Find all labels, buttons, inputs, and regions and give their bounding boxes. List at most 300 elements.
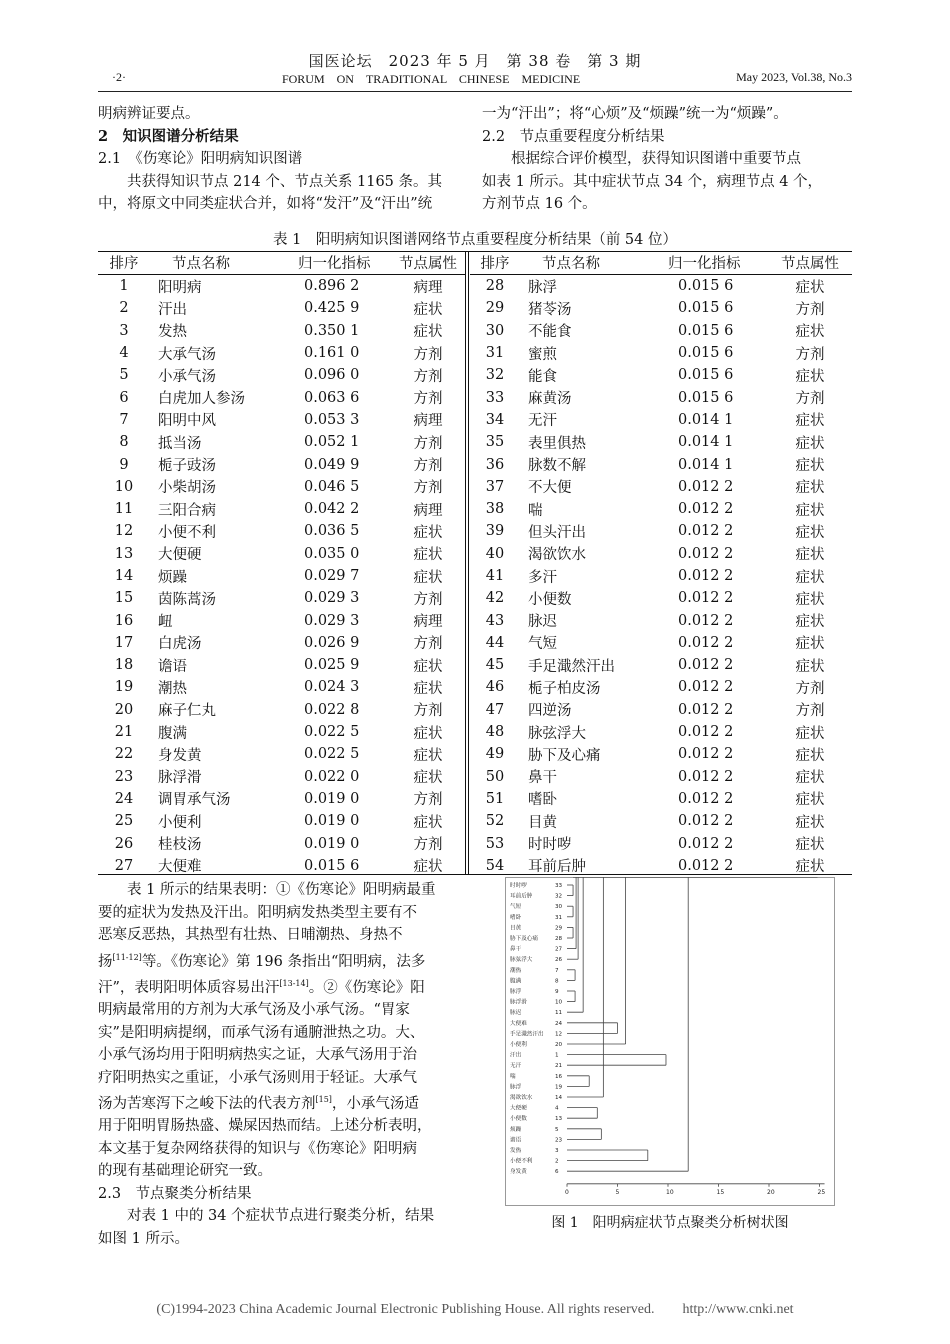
cell-rank: 52 [485,813,505,830]
cell-index: 0.019 0 [304,835,360,852]
paragraph-line: 要的症状为发热及汗出。阳明病发热类型主要有不 [98,904,417,921]
table-row [98,275,466,298]
cell-attr: 方剂 [413,837,443,854]
cell-rank: 48 [485,724,505,741]
table-row [98,654,466,676]
journal-name-en: FORUM ON TRADITIONAL CHINESE MEDICINE [281,72,581,86]
cell-rank: 16 [114,612,134,629]
cell-node-name: 阳明中风 [158,413,216,430]
cell-node-name: 小便数 [528,591,572,608]
leaf-label: 谵语 [510,1137,522,1144]
cell-node-name: 喘 [528,502,543,519]
cell-node-name: 不大便 [528,480,572,497]
text-span: 《伤寒论》第 196 条指出“阳明病，法多 [170,953,426,970]
table-row [98,342,466,364]
cell-index: 0.019 0 [304,813,360,830]
cell-rank: 37 [485,478,505,495]
text-span: 汗”，表明阳明体质容易出汗 [98,979,280,996]
cell-node-name: 发热 [158,324,187,341]
table-row [98,766,466,788]
cell-node-name: 四逆汤 [528,703,572,720]
cell-index: 0.053 3 [304,411,360,428]
paragraph-line: 共获得知识节点 214 个、节点关系 1165 条。其 [127,173,443,190]
cell-rank: 26 [114,835,134,852]
paragraph-line: 明病最常用的方剂为大承气汤及小承气汤。“胃家 [98,1002,410,1019]
leaf-label: 发热 [510,1148,522,1154]
cell-rank: 40 [485,545,505,562]
table-header-row [98,251,466,275]
col-header-name: 节点名称 [150,251,298,275]
leaf-label: 脉浮 [510,1084,522,1091]
table-row [98,565,466,587]
table-row [470,721,852,743]
cell-index: 0.425 9 [304,300,360,317]
cell-rank: 14 [114,568,134,584]
leaf-label: 鼻干 [510,946,522,953]
cell-node-name: 目黄 [528,814,557,831]
cell-rank: 11 [114,501,134,518]
cell-rank: 49 [485,746,505,763]
page-number: ·2· [112,70,126,84]
col-header-rank: 排序 [470,251,520,275]
cell-attr: 症状 [795,324,825,341]
cell-rank: 43 [485,612,505,629]
cell-index: 0.014 1 [678,456,734,473]
cell-index: 0.012 2 [678,657,734,674]
cell-index: 0.015 6 [678,300,734,317]
cell-node-name: 不能食 [528,324,572,341]
cell-node-name: 茵陈蒿汤 [158,591,216,608]
leaf-id: 33 [555,883,563,889]
leaf-id: 6 [555,1169,559,1176]
cell-attr: 症状 [795,792,825,809]
leaf-id: 11 [555,1010,563,1017]
cell-index: 0.015 6 [678,389,734,406]
citation: [15] [315,1095,332,1105]
cell-index: 0.012 2 [678,634,734,651]
leaf-id: 30 [555,904,563,911]
cell-node-name: 蜜煎 [528,346,557,363]
paragraph-line [98,947,470,973]
cell-rank: 33 [485,389,505,406]
cell-index: 0.063 6 [304,389,360,406]
cell-node-name: 身发黄 [158,747,202,764]
col-header-rank: 排序 [98,251,150,275]
cell-index: 0.012 2 [678,813,734,830]
paragraph-line: 用于阳明胃肠热盛、燥屎因热而结。上述分析表明， [98,1118,432,1135]
table-row [470,632,852,654]
cell-attr: 症状 [795,569,825,586]
cell-rank: 12 [114,523,134,540]
leaf-id: 4 [555,1105,559,1112]
cell-attr: 方剂 [795,391,825,408]
table-row [98,409,466,431]
cell-rank: 27 [114,857,134,874]
cell-node-name: 大便硬 [158,547,202,564]
cell-index: 0.015 6 [304,857,360,874]
cell-rank: 3 [119,322,129,339]
paragraph-line: 实”是阳明病提纲，而承气汤有通腑泄热之功。大、 [98,1024,425,1041]
table-row [470,855,852,877]
cell-attr: 症状 [795,636,825,653]
paragraph-line: 疗阳明热实之重证，小承气汤则用于轻证。大承气 [98,1069,417,1086]
cell-node-name: 小承气汤 [158,368,216,385]
table-left-half [98,251,466,877]
cell-index: 0.014 1 [678,434,734,451]
table-caption: 表 1 阳明病知识图谱网络节点重要程度分析结果（前 54 位） [272,232,677,248]
cell-rank: 31 [485,345,505,362]
cell-attr: 方剂 [795,680,825,697]
table-row [98,676,466,698]
leaf-id: 13 [555,1116,563,1123]
cell-rank: 20 [114,701,134,718]
cell-attr: 病理 [413,413,443,430]
table-row [470,476,852,498]
cell-node-name: 表里俱热 [528,435,586,452]
cell-index: 0.036 5 [304,523,360,540]
cell-node-name: 脉浮滑 [158,770,202,787]
cell-index: 0.029 7 [304,568,360,584]
cell-index: 0.012 2 [678,724,734,741]
paragraph-line: 一为“汗出”；将“心烦”及“烦躁”统一为“烦躁”。 [482,106,788,122]
cell-node-name: 白虎加人参汤 [158,391,245,408]
cell-attr: 症状 [795,859,825,876]
leaf-id: 27 [555,946,563,953]
cell-index: 0.015 6 [678,322,734,339]
leaf-id: 1 [555,1052,559,1059]
cell-node-name: 气短 [528,636,557,653]
cell-rank: 23 [114,768,134,785]
cell-attr: 症状 [413,301,443,318]
cell-attr: 症状 [795,368,825,385]
cell-attr: 症状 [413,814,443,831]
cell-attr: 症状 [795,480,825,497]
cell-rank: 21 [114,724,134,741]
cell-node-name: 小便利 [158,814,202,831]
section-2-1-heading: 2.1 《伤寒论》阳明病知识图谱 [98,151,303,167]
table-row [98,699,466,721]
cell-attr: 症状 [795,770,825,787]
cell-node-name: 栀子豉汤 [158,458,216,475]
cell-rank: 5 [119,367,129,384]
cell-index: 0.042 2 [304,501,360,518]
cell-index: 0.029 3 [304,590,360,607]
cell-attr: 症状 [795,725,825,742]
leaf-label: 气短 [510,904,522,911]
cell-attr: 症状 [413,725,443,742]
table-row [470,320,852,342]
axis-tick-label: 25 [817,1188,826,1196]
cell-rank: 30 [485,322,505,339]
cell-node-name: 脉弦浮大 [528,725,586,742]
cell-attr: 病理 [413,502,443,519]
cell-rank: 45 [485,657,505,674]
cell-attr: 症状 [413,324,443,341]
section-2-heading: 2 知识图谱分析结果 [98,127,239,145]
cell-attr: 方剂 [413,368,443,385]
leaf-label: 目黄 [510,925,522,932]
table-row [470,498,852,520]
cell-index: 0.896 2 [304,278,360,295]
cell-node-name: 栀子柏皮汤 [528,680,601,697]
table-row [98,364,466,386]
leaf-id: 20 [555,1042,563,1048]
leaf-id: 5 [555,1126,559,1133]
citation: [11-12] [112,952,142,962]
cell-node-name: 鼻干 [528,770,557,787]
axis-tick-label: 10 [666,1188,674,1196]
table-row [98,297,466,319]
col-header-name: 节点名称 [520,251,658,275]
cell-index: 0.052 1 [304,434,360,451]
cell-attr: 症状 [795,502,825,519]
cell-rank: 36 [485,456,505,473]
paragraph-line: 恶寒反恶热，其热型有壮热、日晡潮热、身热不 [98,927,403,943]
cell-attr: 症状 [413,680,443,697]
cell-rank: 32 [485,367,505,384]
cell-node-name: 三阳合病 [158,502,216,519]
cell-node-name: 猪苓汤 [528,301,572,318]
cell-index: 0.012 2 [678,523,734,540]
cell-attr: 方剂 [413,391,443,408]
leaf-label: 小便不利 [510,1158,533,1165]
cell-node-name: 脉浮 [528,279,557,296]
table-row [470,832,852,854]
leaf-id: 23 [555,1137,563,1144]
paragraph-line: 本文基于复杂网络获得的知识与《伤寒论》阳明病 [98,1140,417,1157]
right-top-text [482,103,854,216]
cell-rank: 6 [119,389,129,406]
cell-node-name: 潮热 [158,680,187,697]
table-row [98,721,466,743]
table-row [470,676,852,698]
paragraph-line: 的现有基础理论研究一致。 [98,1163,272,1180]
table-row [470,386,852,408]
cell-node-name: 衄 [158,614,173,631]
cell-rank: 19 [114,679,134,696]
cell-index: 0.350 1 [304,322,360,339]
cell-rank: 42 [485,590,505,607]
leaf-label: 耳前后肿 [510,893,533,900]
table-row [470,587,852,609]
cell-rank: 15 [114,590,134,607]
cell-node-name: 腹满 [158,725,187,742]
cell-index: 0.035 0 [304,545,360,562]
table-row [470,275,852,298]
axis-tick-label: 5 [615,1188,620,1196]
cell-attr: 症状 [413,747,443,764]
cell-attr: 症状 [795,279,825,296]
paragraph-line: 如表 1 所示。其中症状节点 34 个，病理节点 4 个， [482,173,823,190]
paragraph-line: 小承气汤均用于阳明病热实之证，大承气汤用于治 [98,1047,417,1064]
leaf-label: 时时哕 [510,883,527,889]
section-2-2-heading: 2.2 节点重要程度分析结果 [482,128,665,145]
paragraph-line: 对表 1 中的 34 个症状节点进行聚类分析，结果 [127,1208,435,1225]
cell-node-name: 胁下及心痛 [528,747,601,764]
col-header-index: 归一化指标 [658,251,768,275]
cell-attr: 症状 [413,547,443,564]
table-row [470,810,852,832]
cell-node-name: 调胃承气汤 [158,792,231,809]
table-row [98,320,466,342]
cell-rank: 18 [114,657,134,674]
cell-attr: 症状 [795,837,825,854]
cell-node-name: 抵当汤 [158,435,202,452]
cell-node-name: 谵语 [158,658,187,675]
dendrogram-figure [505,877,835,1207]
cell-node-name: 但头汗出 [528,524,586,541]
cell-attr: 方剂 [413,458,443,475]
table-header-row [470,251,852,275]
table-row [470,788,852,810]
cell-attr: 症状 [795,658,825,675]
leaf-label: 脉浮 [510,989,522,995]
cell-node-name: 烦躁 [158,569,187,586]
cell-node-name: 小便不利 [158,524,216,541]
table-row [470,520,852,542]
text-span: ，小承气汤适 [331,1095,419,1112]
cell-index: 0.012 2 [678,478,734,495]
cell-index: 0.096 0 [304,367,360,384]
cell-attr: 方剂 [795,346,825,363]
cell-attr: 方剂 [795,703,825,720]
cell-index: 0.049 9 [304,456,360,473]
cell-attr: 病理 [413,279,443,296]
cell-node-name: 大便难 [158,859,202,876]
table-row [98,453,466,475]
cell-rank: 28 [485,278,505,295]
paragraph-line: 根据综合评价模型，获得知识图谱中重要节点 [511,151,801,167]
cell-rank: 22 [114,746,134,763]
cell-node-name: 汗出 [158,301,187,318]
leaf-id: 3 [555,1148,559,1154]
leaf-label: 身发黄 [510,1169,527,1176]
left-top-text [98,103,468,216]
leaf-label: 喘 [510,1073,516,1080]
cell-node-name: 麻黄汤 [528,391,572,408]
leaf-label: 烦躁 [510,1126,522,1133]
axis-tick-label: 15 [716,1188,725,1196]
table-row [98,431,466,453]
cell-attr: 症状 [795,435,825,452]
leaf-label: 手足濈然汗出 [510,1031,544,1038]
text-span: 汤为苦寒泻下之峻下法的代表方剂 [98,1095,316,1112]
leaf-id: 10 [555,999,563,1006]
issue-en: May 2023, Vol.38, No.3 [736,70,852,84]
text-span: 等。 [141,953,171,970]
cell-index: 0.012 2 [678,835,734,852]
col-header-attr: 节点属性 [768,251,852,275]
cell-rank: 13 [114,545,134,562]
cell-attr: 方剂 [413,591,443,608]
cell-index: 0.022 5 [304,746,360,763]
leaf-id: 31 [555,914,563,921]
paragraph-line: 如图 1 所示。 [98,1230,189,1247]
leaf-id: 9 [555,989,559,995]
cell-rank: 29 [485,300,505,317]
journal-header-cn: 国医论坛 2023 年 5 月 第 38 卷 第 3 期 [308,52,642,70]
cell-rank: 24 [114,790,134,807]
leaf-id: 19 [555,1084,563,1091]
cell-rank: 10 [114,478,134,495]
journal-header-en [112,70,852,87]
table-row [470,565,852,587]
cell-attr: 症状 [795,458,825,475]
cell-index: 0.022 8 [304,701,360,718]
leaf-label: 脉弦浮大 [510,957,533,964]
leaf-label: 汗出 [510,1052,522,1059]
cell-attr: 症状 [795,547,825,564]
cell-node-name: 阳明病 [158,279,202,296]
table-right-half [470,251,852,877]
leaf-id: 32 [555,893,563,900]
table-row [470,766,852,788]
cell-attr: 症状 [413,770,443,787]
cell-attr: 症状 [795,747,825,764]
cell-node-name: 能食 [528,368,557,385]
cell-index: 0.012 2 [678,612,734,629]
leaf-label: 无汗 [510,1063,522,1070]
cell-attr: 方剂 [413,480,443,497]
header-rule [98,91,852,92]
cell-index: 0.026 9 [304,634,360,651]
table-row [470,743,852,765]
cell-node-name: 无汗 [528,413,557,430]
leaf-label: 小便数 [510,1116,527,1123]
table-row [470,364,852,386]
paragraph-line [98,973,470,999]
cell-attr: 症状 [795,614,825,631]
figure-caption: 图 1 阳明病症状节点聚类分析树状图 [551,1215,789,1231]
cell-index: 0.012 2 [678,857,734,874]
table-row [98,386,466,408]
table-row [470,297,852,319]
cell-index: 0.024 3 [304,679,360,696]
leaf-id: 28 [555,936,563,942]
col-header-index: 归一化指标 [298,251,390,275]
cell-attr: 症状 [413,859,443,876]
cell-index: 0.022 5 [304,724,360,741]
paragraph-line: 中，将原文中同类症状合并，如将“发汗”及“汗出”统 [98,196,433,212]
cell-rank: 34 [485,411,505,428]
cell-node-name: 时时哕 [528,837,572,854]
cell-index: 0.029 3 [304,612,360,629]
table-row [470,342,852,364]
cell-rank: 4 [119,345,129,362]
cell-index: 0.012 2 [678,568,734,584]
text-span: 扬 [98,953,113,970]
cell-rank: 35 [485,434,505,451]
leaf-id: 24 [555,1020,563,1027]
leaf-label: 脉浮滑 [510,999,527,1006]
cell-attr: 症状 [795,591,825,608]
cell-index: 0.019 0 [304,790,360,807]
table-row [98,810,466,832]
cell-node-name: 白虎汤 [158,636,202,653]
table-row [470,699,852,721]
table-row [470,431,852,453]
cell-rank: 50 [485,768,505,785]
table-row [98,543,466,565]
leaf-id: 21 [555,1063,563,1070]
cell-index: 0.012 2 [678,545,734,562]
cell-node-name: 脉数不解 [528,458,586,475]
table-row [470,409,852,431]
cell-node-name: 大承气汤 [158,346,216,363]
cell-index: 0.012 2 [678,768,734,785]
cell-attr: 病理 [413,614,443,631]
cell-index: 0.161 0 [304,345,360,362]
